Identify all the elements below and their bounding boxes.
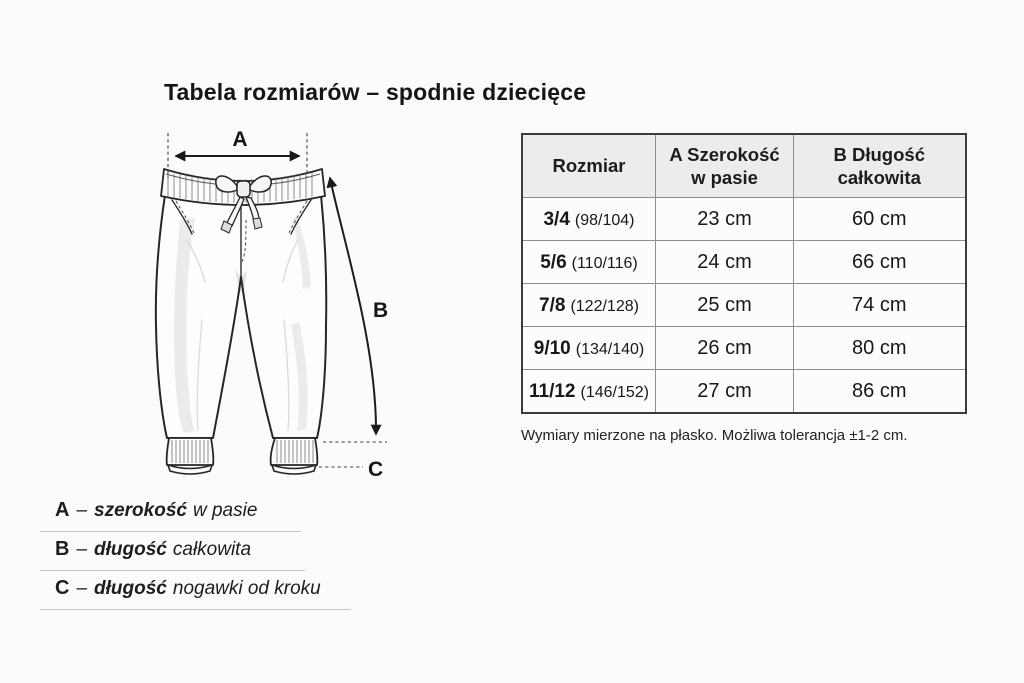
- legend-dash: –: [76, 539, 88, 560]
- legend-row-a: [40, 493, 301, 532]
- legend-letter: C: [55, 577, 70, 599]
- size-table: [521, 133, 967, 414]
- cuff-right: [271, 438, 318, 474]
- waist-cell: 25 cm: [656, 284, 794, 327]
- pants-illustration: [140, 120, 400, 490]
- table-row: [522, 198, 966, 241]
- waist-cell: 23 cm: [656, 198, 794, 241]
- size-cell: 5/6 (110/116): [522, 241, 656, 284]
- size-cell: 7/8 (122/128): [522, 284, 656, 327]
- table-row: [522, 241, 966, 284]
- dimension-arrow-a: [168, 128, 307, 178]
- cuff-left: [167, 438, 214, 474]
- waist-cell: 27 cm: [656, 370, 794, 414]
- length-cell: 66 cm: [794, 241, 966, 284]
- legend-term: szerokość: [94, 500, 187, 521]
- legend-term: długość: [94, 539, 167, 560]
- legend-description: całkowita: [172, 539, 252, 560]
- size-cell: 9/10 (134/140): [522, 327, 656, 370]
- size-table-container: [521, 133, 967, 414]
- size-cell: 3/4 (98/104): [522, 198, 656, 241]
- legend-term: długość: [94, 578, 167, 599]
- legend-row-b: [40, 532, 305, 571]
- legend-description: w pasie: [192, 500, 258, 521]
- header-waist-width: A Szerokość w pasie: [656, 134, 794, 198]
- legend-letter: A: [55, 499, 70, 521]
- length-cell: 80 cm: [794, 327, 966, 370]
- legend-dash: –: [76, 500, 88, 521]
- legend-dash: –: [76, 578, 88, 599]
- dimension-lines-c: [319, 442, 387, 481]
- legend-row-c: [40, 571, 351, 610]
- dim-label-b: B: [373, 299, 389, 322]
- size-cell: 11/12 (146/152): [522, 370, 656, 414]
- dimension-legend: [40, 493, 351, 610]
- header-total-length: B Długość całkowita: [794, 134, 966, 198]
- legend-description: nogawki od kroku: [172, 578, 321, 599]
- length-cell: 60 cm: [794, 198, 966, 241]
- dim-label-c: C: [368, 458, 384, 481]
- dimension-arrow-b: [330, 178, 388, 434]
- table-header-row: [522, 134, 966, 198]
- measurement-footnote: Wymiary mierzone na płasko. Możliwa tolerancja ±1-2 cm.: [521, 427, 908, 444]
- table-row: [522, 327, 966, 370]
- waist-cell: 24 cm: [656, 241, 794, 284]
- pants-body: [156, 195, 326, 438]
- legend-letter: B: [55, 538, 70, 560]
- table-row: [522, 370, 966, 414]
- waist-cell: 26 cm: [656, 327, 794, 370]
- dim-label-a: A: [232, 128, 248, 151]
- length-cell: 74 cm: [794, 284, 966, 327]
- page-title: Tabela rozmiarów – spodnie dziecięce: [164, 79, 587, 105]
- table-row: [522, 284, 966, 327]
- length-cell: 86 cm: [794, 370, 966, 414]
- header-size: Rozmiar: [522, 134, 656, 198]
